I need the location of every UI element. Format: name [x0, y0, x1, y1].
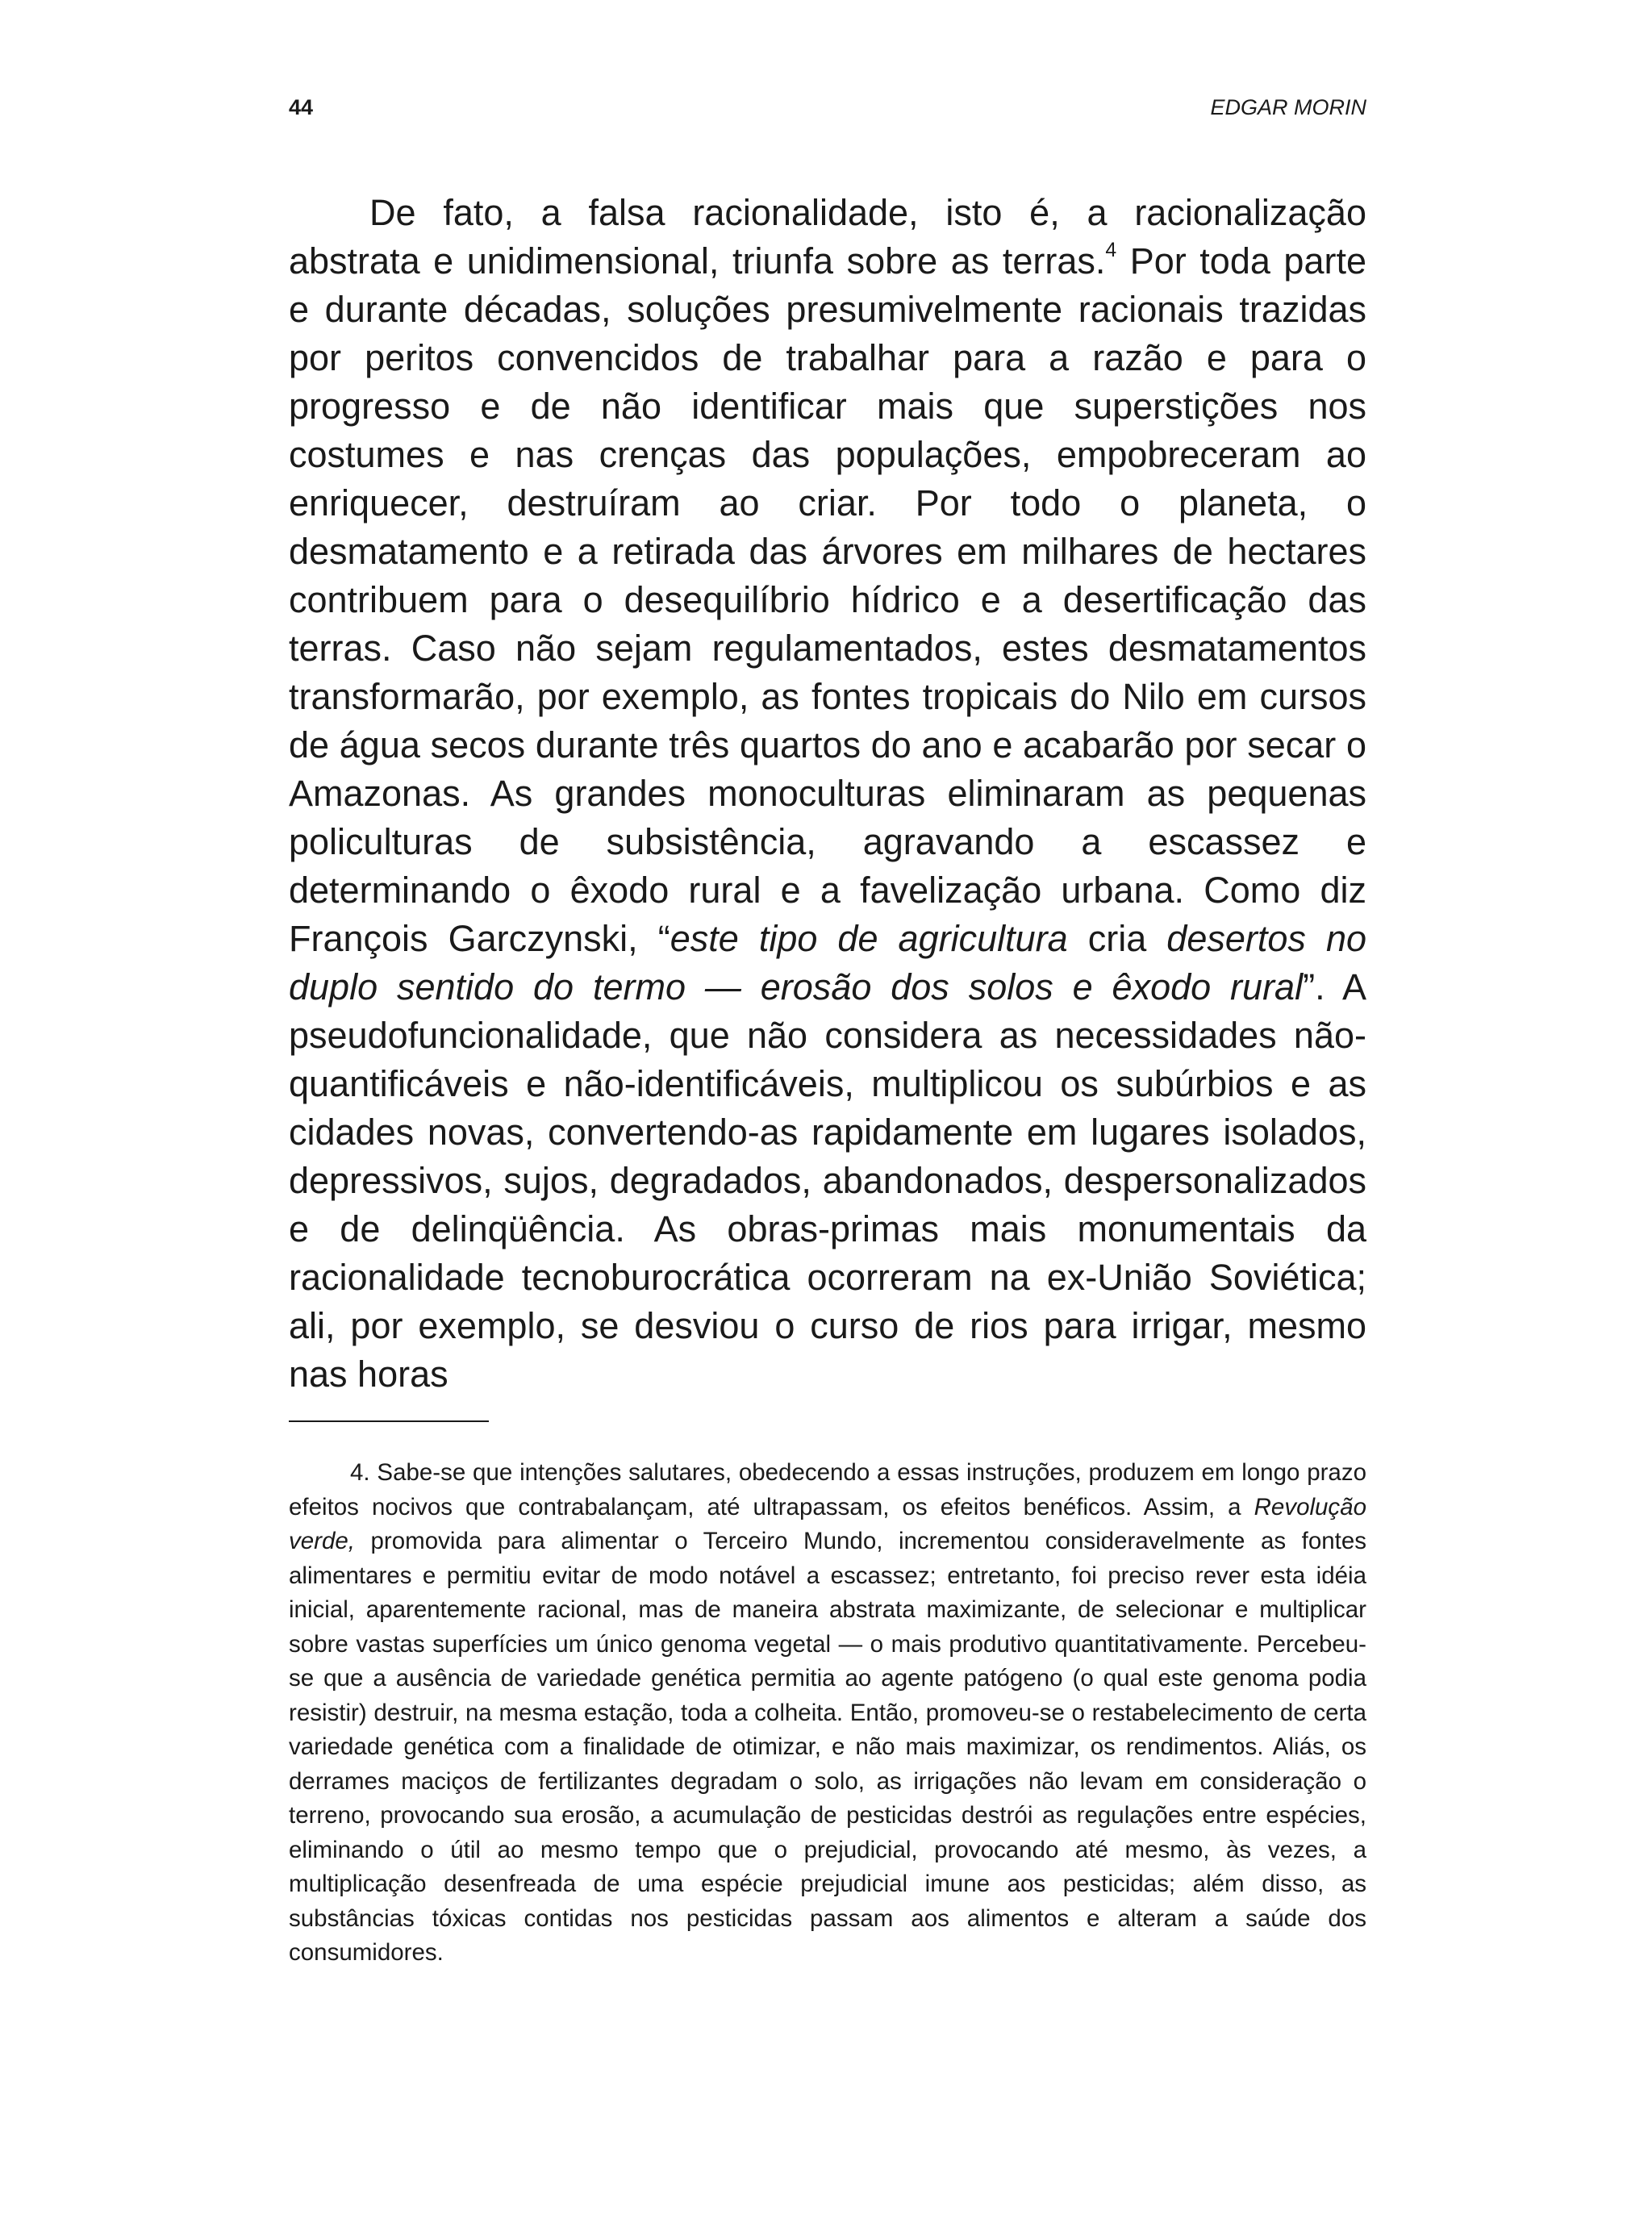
- quote-part-2: desertos no duplo sentido do termo — erosão dos solos e êxodo rural: [289, 918, 1367, 1007]
- page-number: 44: [289, 95, 314, 119]
- main-paragraph: [289, 189, 1366, 1399]
- quote-connector: cria: [1067, 918, 1167, 959]
- footnote-number: 4.: [350, 1459, 370, 1486]
- footnote-text-2: promovida para alimentar o Terceiro Mundo, incrementou consideravelmente as fontes alimentares e permitiu evitar de modo notável a escassez; entretanto, foi preciso rever esta idéia inicial, aparentemente racional, mas de maneira abstrata maximizante, de selecionar e multiplicar sobre vastas superfícies um único genoma vegetal — o mais produtivo quantitativamente. Percebeu-se que a ausência de variedade genética permitia ao agente patógeno (o qual este genoma podia resistir) destruir, na mesma estação, toda a colheita. Então, promoveu-se o restabelecimento de certa variedade genética com a finalidade de otimizar, e não mais maximizar, os rendimentos. Aliás, os derrames maciços de fertilizantes degradam o solo, as irrigações não levam em consideração o terreno, provocando sua erosão, a acumulação de pesticidas destrói as regulações entre espécies, eliminando o útil ao mesmo tempo que o prejudicial, provocando até mesmo, às vezes, a multiplicação desenfreada de uma espécie prejudicial imune aos pesticidas; além disso, as substâncias tóxicas contidas nos pesticidas passam aos alimentos e alteram a saúde dos consumidores.: [289, 1528, 1366, 1966]
- footnote-text-1: Sabe-se que intenções salutares, obedecendo a essas instruções, produzem em longo prazo efeitos nocivos que contrabalançam, até ultrapassam, os efeitos benéficos. Assim, a: [289, 1459, 1366, 1520]
- quote-part-1: este tipo de agricultura: [670, 918, 1068, 959]
- footnote-italic-term: Revolução verde,: [289, 1493, 1366, 1554]
- footnote-reference[interactable]: 4: [1105, 240, 1117, 262]
- paragraph-text-1: De fato, a falsa racionalidade, isto é, a racionalização abstrata e unidimensional, triunfa sobre as terras.: [289, 192, 1366, 282]
- paragraph-text-3: ”. A pseudofuncionalidade, que não considera as necessidades não-quantificáveis e não-identificáveis, multiplicou os subúrbios e as cidades novas, convertendo-as rapidamente em lugares isolados, depressivos, sujos, degradados, abandonados, despersonalizados e de delinqüência. As obras-primas mais monumentais da racionalidade tecnoburocrática ocorreram na ex-União Soviética; ali, por exemplo, se desviou o curso de rios para irrigar, mesmo nas horas: [289, 966, 1366, 1395]
- running-head: EDGAR MORIN: [1210, 95, 1366, 119]
- page-header: [289, 95, 1366, 127]
- footnote: [289, 1456, 1366, 1971]
- footnote-separator: [289, 1420, 489, 1422]
- paragraph-text-2: Por toda parte e durante décadas, soluções presumivelmente racionais trazidas por peritos convencidos de trabalhar para a razão e para o progresso e de não identificar mais que superstições nos costumes e nas crenças das populações, empobreceram ao enriquecer, destruíram ao criar. Por todo o planeta, o desmatamento e a retirada das árvores em milhares de hectares contribuem para o desequilíbrio hídrico e a desertificação das terras. Caso não sejam regulamentados, estes desmatamentos transformarão, por exemplo, as fontes tropicais do Nilo em cursos de água secos durante três quartos do ano e acabarão por secar o Amazonas. As grandes monoculturas eliminaram as pequenas policulturas de subsistência, agravando a escassez e determinando o êxodo rural e a favelização urbana. Como diz François Garczynski, “: [289, 240, 1366, 959]
